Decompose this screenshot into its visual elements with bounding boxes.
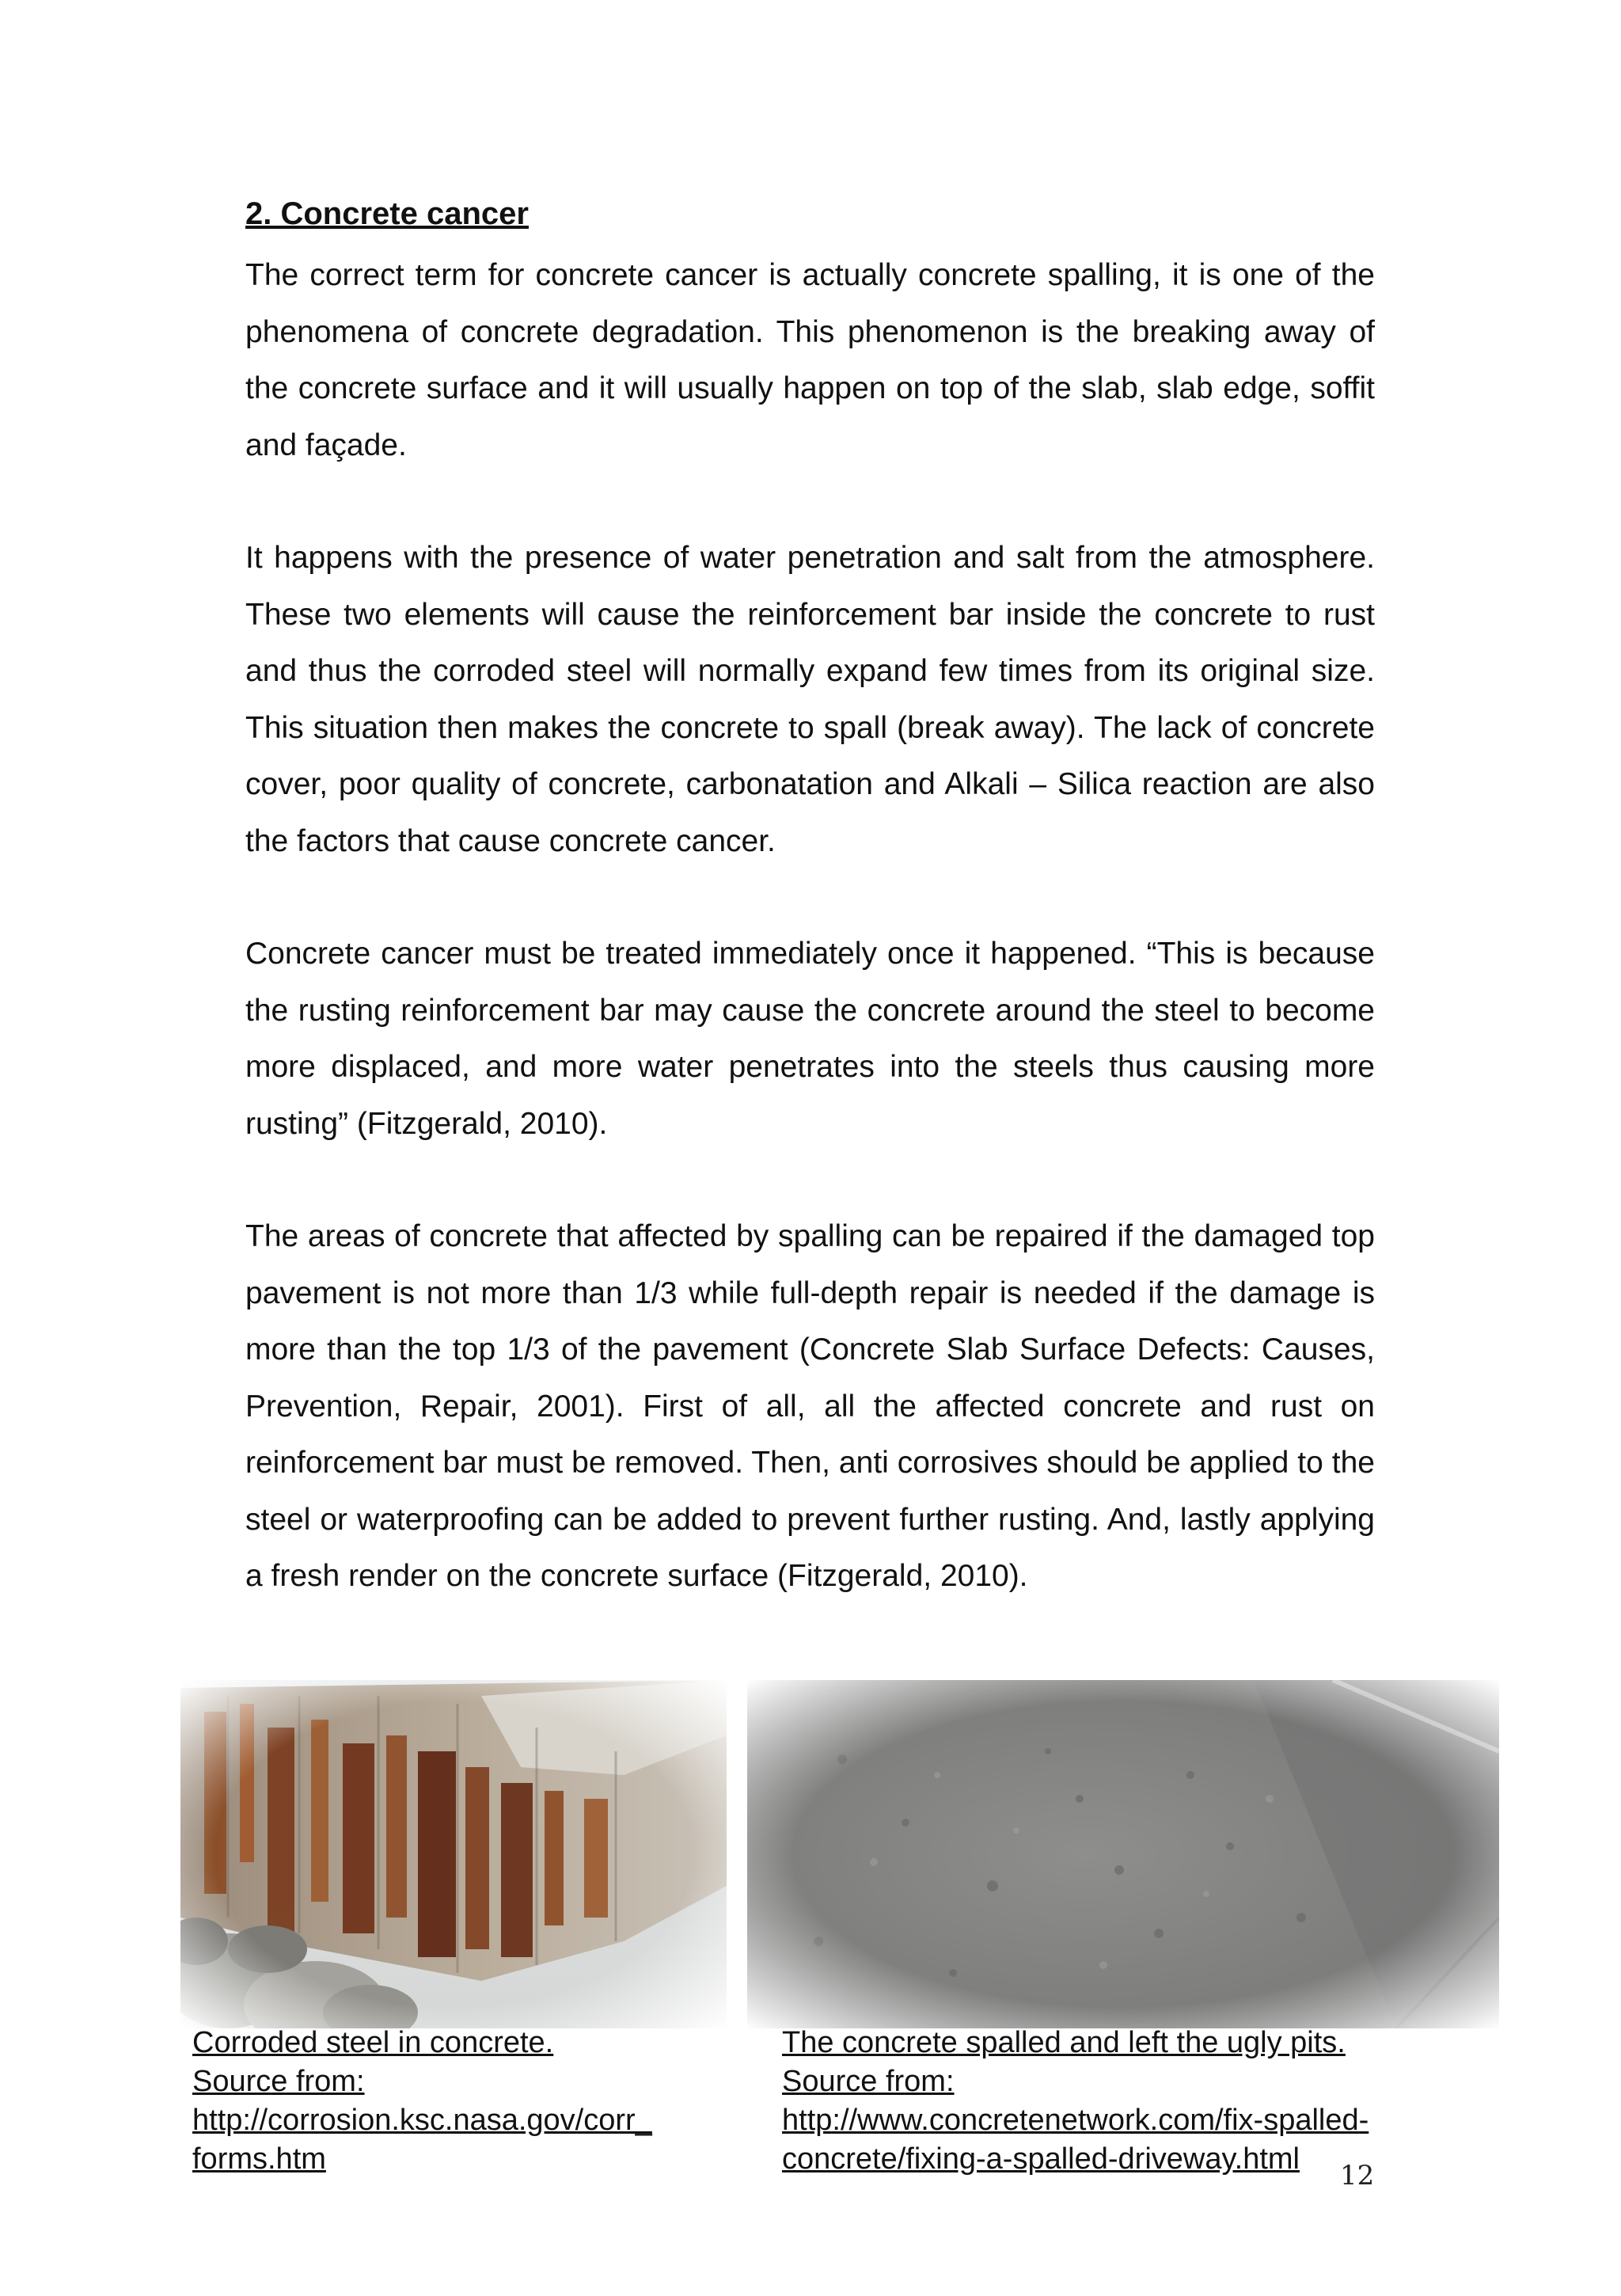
figure-caption-corroded-steel xyxy=(192,2024,731,2179)
caption-source-link-continued[interactable]: concrete/fixing-a-spalled-driveway.html xyxy=(782,2142,1300,2176)
caption-title: The concrete spalled and left the ugly pits. xyxy=(782,2026,1346,2059)
paragraph-repair: The areas of concrete that affected by spalling can be repaired if the damaged top pavement is not more than 1/3 while full-depth repair is needed if the damage is more than the top 1/3 of the pavement (Concrete Slab Surface Defects: Causes, Prevention, Repair, 2001). First of all, all the affected concrete and rust on reinforcement bar must be removed. Then, anti corrosives should be applied to the steel or waterproofing can be added to prevent further rusting. And, lastly applying a fresh render on the concrete surface (Fitzgerald, 2010). xyxy=(245,1219,1375,1593)
caption-source-link[interactable]: http://www.concretenetwork.com/fix-spalled- xyxy=(782,2104,1369,2137)
caption-source-link[interactable]: http://corrosion.ksc.nasa.gov/corr_ xyxy=(192,2104,652,2137)
page-number: 12 xyxy=(1340,2160,1375,2191)
paragraph-causes: It happens with the presence of water penetration and salt from the atmosphere. These two elements will cause the reinforcement bar inside the concrete to rust and thus the corroded steel will normally expand few times from its original size. This situation then makes the concrete to spall (break away). The lack of concrete cover, poor quality of concrete, carbonatation and Alkali – Silica reaction are also the factors that cause concrete cancer. xyxy=(245,541,1375,858)
section-heading: 2. Concrete cancer xyxy=(245,196,529,231)
paragraph-treatment: Concrete cancer must be treated immediately once it happened. “This is because the rusting reinforcement bar may cause the concrete around the steel to become more displaced, and more water penetrates into the steels thus causing more rusting” (Fitzgerald, 2010). xyxy=(245,937,1375,1141)
paragraph-definition: The correct term for concrete cancer is actually concrete spalling, it is one of the phenomena of concrete degradation. This phenomenon is the breaking away of the concrete surface and it will usually happen on top of the slab, slab edge, soffit and façade. xyxy=(245,258,1375,462)
caption-source-link-continued[interactable]: forms.htm xyxy=(192,2142,326,2176)
spalled-concrete-photo xyxy=(747,1680,1499,2028)
figure-caption-spalled-concrete xyxy=(782,2024,1479,2179)
corroded-steel-photo xyxy=(180,1680,727,2028)
document-body xyxy=(245,190,1375,1605)
caption-title: Corroded steel in concrete. xyxy=(192,2026,554,2059)
caption-source-label: Source from: xyxy=(782,2065,955,2098)
caption-source-label: Source from: xyxy=(192,2065,365,2098)
